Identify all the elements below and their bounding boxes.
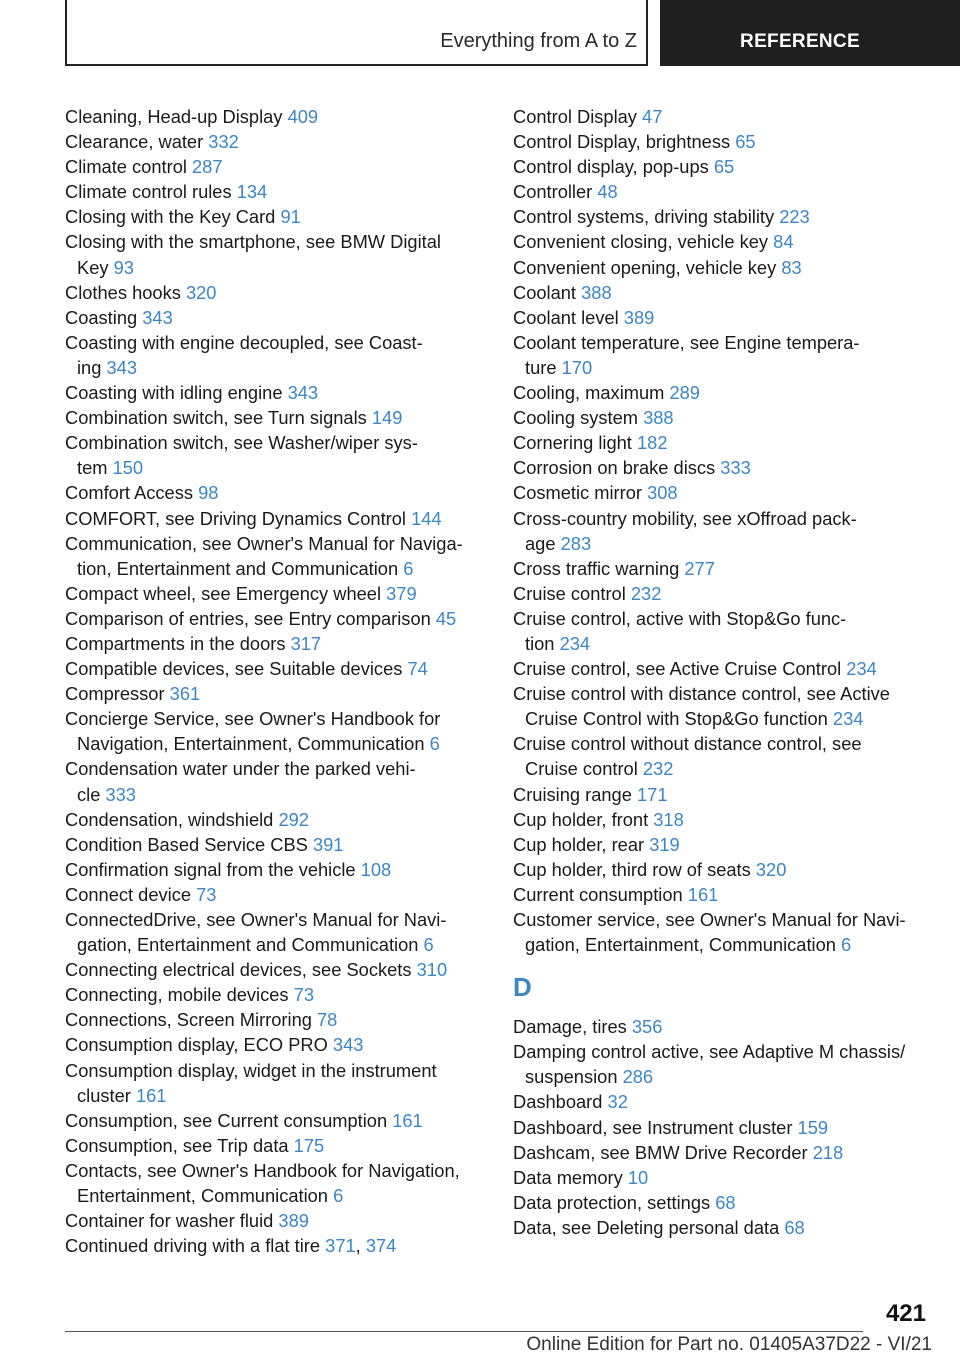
page-reference-link[interactable]: 333 xyxy=(720,457,751,479)
entry-term: Compact wheel, see Emergency wheel xyxy=(65,582,382,604)
header-border-right xyxy=(646,0,648,66)
index-entry: Continued driving with a flat tire 371, 374 xyxy=(65,1235,397,1257)
entry-term: Comparison of entries, see Entry comparison xyxy=(65,607,431,629)
index-entry xyxy=(513,405,933,430)
page-reference-link[interactable]: 108 xyxy=(360,858,392,880)
index-entry xyxy=(513,857,933,882)
entry-term: Consumption display, ECO PRO xyxy=(65,1034,328,1056)
page-reference-link[interactable]: 84 xyxy=(773,231,794,253)
page-reference-link[interactable]: 234 xyxy=(559,632,591,654)
entry-term: Cooling system xyxy=(513,407,638,429)
page-reference-link[interactable]: 218 xyxy=(812,1141,844,1163)
index-entry xyxy=(65,1032,485,1057)
entry-term: Data protection, settings xyxy=(513,1191,711,1213)
entry-term: Consumption display, widget in the instrument xyxy=(65,1059,437,1081)
index-entry xyxy=(65,1058,485,1108)
index-entry xyxy=(65,756,485,806)
index-entry xyxy=(513,129,933,154)
header-underline xyxy=(65,64,648,66)
page-reference-link[interactable]: 320 xyxy=(755,858,787,880)
entry-term: Convenient closing, vehicle key xyxy=(513,231,769,253)
index-entry xyxy=(513,1165,933,1190)
page-reference-link[interactable]: 175 xyxy=(293,1134,325,1156)
index-entry xyxy=(513,731,933,781)
index-entry xyxy=(65,656,485,681)
entry-term: Combination switch, see Turn signals xyxy=(65,407,367,429)
page-reference-link[interactable]: 292 xyxy=(278,808,309,830)
index-entry xyxy=(65,229,485,279)
index-entry xyxy=(65,706,485,756)
page-reference-link[interactable]: 287 xyxy=(192,156,223,178)
index-entry xyxy=(513,480,933,505)
index-entry xyxy=(513,280,933,305)
index-entry xyxy=(513,807,933,832)
entry-term: Clearance, water xyxy=(65,131,204,153)
entry-term-continued: tion xyxy=(525,632,555,654)
entry-term: Dashcam, see BMW Drive Recorder xyxy=(513,1141,808,1163)
index-entry xyxy=(513,455,933,480)
page-reference-link[interactable]: 159 xyxy=(797,1116,829,1138)
page-reference-link[interactable]: 73 xyxy=(293,984,314,1006)
entry-term-continued: gation, Entertainment, Communication xyxy=(525,934,836,956)
entry-term: Cross traffic warning xyxy=(513,557,680,579)
page-reference-link[interactable]: 6 xyxy=(423,934,434,956)
index-entry xyxy=(65,154,485,179)
page-reference-link[interactable]: 289 xyxy=(669,382,700,404)
entry-term: Contacts, see Owner's Handbook for Navigation, xyxy=(65,1159,460,1181)
index-entry xyxy=(65,982,485,1007)
entry-term-continued: Key xyxy=(77,256,109,278)
index-entry xyxy=(65,807,485,832)
index-column-right xyxy=(513,104,933,1240)
index-entry xyxy=(65,957,485,982)
entry-term: Cruise control with distance control, see Active xyxy=(513,683,890,705)
entry-term-continued: Navigation, Entertainment, Communication xyxy=(77,733,425,755)
index-entry xyxy=(65,531,485,581)
page-reference-link[interactable]: 234 xyxy=(832,708,864,730)
index-entry xyxy=(65,179,485,204)
page-reference-link[interactable]: 73 xyxy=(196,883,217,905)
entry-term: Condition Based Service CBS xyxy=(65,833,308,855)
entry-term: Condensation water under the parked vehi- xyxy=(65,758,416,780)
reference-tab xyxy=(660,0,960,66)
index-entry xyxy=(65,1158,485,1208)
index-entry xyxy=(65,681,485,706)
entry-term: Coasting with engine decoupled, see Coast- xyxy=(65,331,423,353)
entry-term: Coolant temperature, see Engine tempera- xyxy=(513,331,860,353)
entry-term: Combination switch, see Washer/wiper sys- xyxy=(65,432,418,454)
entry-term: Condensation, windshield xyxy=(65,808,274,830)
entry-term: Data memory xyxy=(513,1166,623,1188)
index-entry xyxy=(513,1039,933,1089)
entry-term: Coasting with idling engine xyxy=(65,382,283,404)
page-reference-link[interactable]: 161 xyxy=(687,883,719,905)
index-entry xyxy=(513,154,933,179)
section-title: Everything from A to Z xyxy=(440,30,637,52)
index-entry xyxy=(513,782,933,807)
index-entry xyxy=(513,1215,933,1240)
page-reference-link[interactable]: 389 xyxy=(278,1210,309,1232)
entry-term: Connect device xyxy=(65,883,192,905)
page-reference-link[interactable]: 6 xyxy=(429,733,440,755)
entry-term: Cup holder, front xyxy=(513,808,649,830)
page-reference-link[interactable]: 356 xyxy=(631,1016,663,1038)
entry-term: Damage, tires xyxy=(513,1016,627,1038)
entry-term: Cruise control, see Active Cruise Control xyxy=(513,658,842,680)
index-entry xyxy=(65,1208,485,1233)
index-entry xyxy=(513,606,933,656)
entry-term: Cruising range xyxy=(513,783,632,805)
entry-term: Comfort Access xyxy=(65,482,194,504)
entry-term: Consumption, see Trip data xyxy=(65,1134,289,1156)
entry-term: Cruise control xyxy=(513,582,626,604)
entry-term-continued: Entertainment, Communication xyxy=(77,1185,328,1207)
page-reference-link[interactable]: 318 xyxy=(653,808,684,830)
entry-term: Coolant level xyxy=(513,306,619,328)
entry-term: Cleaning, Head-up Display xyxy=(65,106,283,127)
entry-term: Closing with the smartphone, see BMW Digital xyxy=(65,231,441,253)
index-entry xyxy=(513,1140,933,1165)
entry-term: COMFORT, see Driving Dynamics Control xyxy=(65,507,406,529)
entry-term: Climate control rules xyxy=(65,181,232,203)
page-reference-link[interactable]: 283 xyxy=(560,532,592,554)
reference-tab-label: REFERENCE xyxy=(740,31,860,52)
index-letter-heading: D xyxy=(513,972,532,1003)
index-entry xyxy=(65,1108,485,1133)
page-reference-link[interactable]: 91 xyxy=(280,206,301,228)
index-entry xyxy=(513,255,933,280)
index-entry xyxy=(513,907,933,957)
entry-term: Connecting electrical devices, see Sockets xyxy=(65,959,412,981)
index-entry xyxy=(513,380,933,405)
entry-term: Dashboard xyxy=(513,1091,603,1113)
index-entry xyxy=(65,1007,485,1032)
entry-term-continued: ing xyxy=(77,356,102,378)
page-reference-link[interactable]: 6 xyxy=(841,934,852,956)
index-entry xyxy=(65,606,485,631)
entry-term-continued: Cruise control xyxy=(525,758,638,780)
entry-term: Continued driving with a flat tire xyxy=(65,1235,321,1257)
page-reference-link[interactable]: 68 xyxy=(784,1216,805,1238)
page-reference-link[interactable]: 310 xyxy=(416,959,448,981)
page-reference-link[interactable]: 47 xyxy=(642,106,663,127)
entry-term: Control Display, brightness xyxy=(513,131,731,153)
page-reference-link[interactable]: 374 xyxy=(365,1235,397,1257)
footer-divider xyxy=(65,1331,863,1332)
page-reference-link[interactable]: 68 xyxy=(715,1191,736,1213)
page-number: 421 xyxy=(885,1300,926,1327)
page-reference-link[interactable]: 93 xyxy=(113,256,134,278)
page-reference-link[interactable]: 391 xyxy=(312,833,344,855)
index-entry xyxy=(513,330,933,380)
entry-term: Cooling, maximum xyxy=(513,382,665,404)
entry-term-continued: cluster xyxy=(77,1084,131,1106)
entry-term: Corrosion on brake discs xyxy=(513,457,716,479)
entry-term: Coasting xyxy=(65,306,138,328)
entry-term: Control display, pop-ups xyxy=(513,156,709,178)
page-reference-link[interactable]: 32 xyxy=(607,1091,628,1113)
page-reference-link[interactable]: 379 xyxy=(386,582,417,604)
page-reference-link[interactable]: 149 xyxy=(371,407,403,429)
index-entry xyxy=(65,330,485,380)
entry-term: Concierge Service, see Owner's Handbook for xyxy=(65,708,441,730)
entry-term: Cup holder, rear xyxy=(513,833,645,855)
index-entry xyxy=(65,129,485,154)
page-reference-link[interactable]: 150 xyxy=(112,457,144,479)
page-reference-link[interactable]: 6 xyxy=(403,557,414,579)
page-reference-link[interactable]: 182 xyxy=(636,432,668,454)
entry-term-continued: Cruise Control with Stop&Go function xyxy=(525,708,828,730)
entry-term: Connecting, mobile devices xyxy=(65,984,289,1006)
page-reference-link[interactable]: 78 xyxy=(317,1009,338,1031)
index-entry xyxy=(65,631,485,656)
index-entry xyxy=(65,204,485,229)
entry-term: Compartments in the doors xyxy=(65,632,286,654)
page-reference-link[interactable]: 98 xyxy=(198,482,219,504)
index-entry xyxy=(513,1190,933,1215)
page-reference-link[interactable]: 134 xyxy=(236,181,268,203)
entry-term: Dashboard, see Instrument cluster xyxy=(513,1116,793,1138)
footer-edition: Online Edition for Part no. 01405A37D22 - VI/21 xyxy=(526,1334,932,1355)
page-reference-link[interactable]: 144 xyxy=(411,507,442,529)
index-entry xyxy=(65,907,485,957)
page-reference-link[interactable]: 83 xyxy=(781,256,802,278)
index-entry xyxy=(513,506,933,556)
entry-term: Confirmation signal from the vehicle xyxy=(65,858,356,880)
page-reference-link[interactable]: 10 xyxy=(627,1166,649,1188)
entry-term-continued: age xyxy=(525,532,556,554)
page-reference-link[interactable]: 234 xyxy=(846,658,877,680)
page-reference-link[interactable]: 232 xyxy=(630,582,662,604)
index-entry xyxy=(65,506,485,531)
page-reference-link[interactable]: 409 xyxy=(287,106,319,127)
page-reference-link[interactable]: 332 xyxy=(208,131,239,153)
index-entry xyxy=(65,104,485,129)
index-entry xyxy=(513,305,933,330)
entry-term-continued: tion, Entertainment and Communication xyxy=(77,557,399,579)
entry-term: Controller xyxy=(513,181,593,203)
entry-term: Control systems, driving stability xyxy=(513,206,775,228)
entry-term: Damping control active, see Adaptive M chassis/ xyxy=(513,1041,906,1063)
page-reference-link[interactable]: 170 xyxy=(561,356,593,378)
page-reference-link[interactable]: 45 xyxy=(435,607,457,629)
index-entry xyxy=(513,882,933,907)
entry-term: Container for washer fluid xyxy=(65,1210,274,1232)
index-entry xyxy=(65,380,485,405)
page-reference-link[interactable]: 171 xyxy=(636,783,668,805)
index-entry xyxy=(513,832,933,857)
entry-term-continued: suspension xyxy=(525,1066,618,1088)
entry-term-continued: tem xyxy=(77,457,108,479)
page-reference-link[interactable]: 343 xyxy=(142,306,173,328)
index-entry xyxy=(513,1089,933,1114)
index-entry xyxy=(513,556,933,581)
index-entry xyxy=(65,305,485,330)
page-reference-link[interactable]: 308 xyxy=(647,482,678,504)
entry-term: Cruise control without distance control, see xyxy=(513,733,862,755)
page-reference-link[interactable]: 333 xyxy=(105,783,136,805)
index-entry xyxy=(513,1115,933,1140)
entry-term: Data, see Deleting personal data xyxy=(513,1216,780,1238)
page-reference-link[interactable]: 223 xyxy=(779,206,810,228)
page-reference-link[interactable]: 286 xyxy=(622,1066,654,1088)
entry-term-continued: cle xyxy=(77,783,101,805)
page-reference-link[interactable]: 343 xyxy=(287,382,319,404)
entry-term-continued: ture xyxy=(525,356,557,378)
page-reference-link[interactable]: 317 xyxy=(290,632,322,654)
index-entry xyxy=(513,430,933,455)
index-entry xyxy=(513,656,933,681)
page-reference-link[interactable]: 389 xyxy=(623,306,655,328)
page-reference-link[interactable]: 65 xyxy=(735,131,756,153)
index-column-left xyxy=(65,104,485,1258)
entry-term: Coolant xyxy=(513,281,577,303)
page-reference-link[interactable]: 388 xyxy=(581,281,612,303)
page-reference-link[interactable]: 388 xyxy=(643,407,674,429)
index-entry xyxy=(65,1133,485,1158)
index-entry xyxy=(65,405,485,430)
entry-term: Cup holder, third row of seats xyxy=(513,858,751,880)
page-reference-link[interactable]: 277 xyxy=(684,557,715,579)
entry-term: Customer service, see Owner's Manual for Navi- xyxy=(513,909,906,930)
page-reference-link[interactable]: 65 xyxy=(713,156,735,178)
index-entry xyxy=(65,882,485,907)
page-reference-link[interactable]: 371 xyxy=(325,1235,356,1257)
entry-term-continued: gation, Entertainment and Communication xyxy=(77,934,419,956)
page-reference-link[interactable]: 320 xyxy=(185,281,217,303)
page-reference-link[interactable]: 74 xyxy=(407,658,428,680)
index-entry xyxy=(513,204,933,229)
page-reference-link[interactable]: 6 xyxy=(333,1185,344,1207)
page-reference-link[interactable]: 343 xyxy=(332,1034,364,1056)
entry-term: ConnectedDrive, see Owner's Manual for Navi- xyxy=(65,909,447,930)
index-entry xyxy=(65,430,485,480)
index-entry xyxy=(65,832,485,857)
page-reference-link[interactable]: 161 xyxy=(135,1084,167,1106)
index-entry xyxy=(513,681,933,731)
entry-term: Climate control xyxy=(65,156,187,178)
entry-term: Communication, see Owner's Manual for Naviga- xyxy=(65,532,463,554)
entry-term: Consumption, see Current consumption xyxy=(65,1109,388,1131)
entry-term: Current consumption xyxy=(513,883,683,905)
entry-term: Closing with the Key Card xyxy=(65,206,276,228)
index-entry xyxy=(65,581,485,606)
entry-term: Compatible devices, see Suitable devices xyxy=(65,658,403,680)
index-entry xyxy=(65,280,485,305)
page-reference-link[interactable]: 319 xyxy=(649,833,680,855)
entry-term: Cosmetic mirror xyxy=(513,482,642,504)
index-entry xyxy=(513,1014,933,1039)
entry-term: Cross-country mobility, see xOffroad pack- xyxy=(513,507,857,529)
entry-term: Cruise control, active with Stop&Go func- xyxy=(513,607,847,629)
entry-term: Connections, Screen Mirroring xyxy=(65,1009,312,1031)
index-entry xyxy=(513,581,933,606)
page-reference-link[interactable]: 232 xyxy=(642,758,674,780)
page-reference-link[interactable]: 48 xyxy=(597,181,618,203)
entry-term: Clothes hooks xyxy=(65,281,181,303)
entry-term: Control Display xyxy=(513,106,637,127)
entry-term: Cornering light xyxy=(513,432,632,454)
page-reference-link[interactable]: 361 xyxy=(169,683,201,705)
page-reference-link[interactable]: 161 xyxy=(392,1109,423,1131)
index-entry xyxy=(65,480,485,505)
index-entry xyxy=(513,104,933,129)
index-entry xyxy=(513,229,933,254)
index-entry xyxy=(513,179,933,204)
entry-term: Convenient opening, vehicle key xyxy=(513,256,777,278)
page-reference-link[interactable]: 343 xyxy=(106,356,138,378)
index-entry xyxy=(65,857,485,882)
entry-term: Compressor xyxy=(65,683,165,705)
